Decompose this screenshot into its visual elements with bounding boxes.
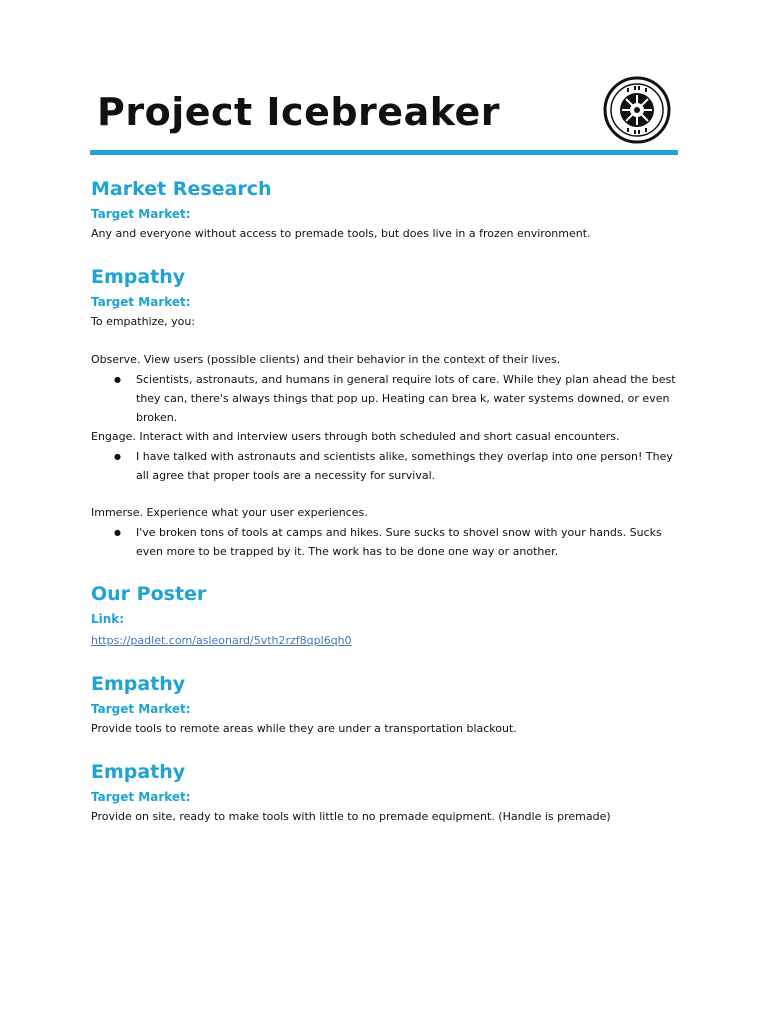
section-heading: Empathy xyxy=(91,673,186,695)
section-empathy-2 xyxy=(91,669,681,739)
section-heading: Empathy xyxy=(91,266,186,288)
section-subheading: Target Market: xyxy=(91,790,191,804)
paragraph: Any and everyone without access to premade tools, but does live in a frozen environment. xyxy=(91,227,591,240)
paragraph: Provide on site, ready to make tools with little to no premade equipment. (Handle is premade) xyxy=(91,810,611,823)
section-our-poster xyxy=(91,579,681,651)
section-market-research xyxy=(91,174,681,244)
list-item: ● Scientists, astronauts, and humans in general require lots of care. While they plan ahead the best they can, there's always things that pop up. Heating can brea k, water systems downed, or even broken. xyxy=(136,370,681,427)
section-heading: Market Research xyxy=(91,178,272,200)
list-item: ● I've broken tons of tools at camps and hikes. Sure sucks to shovel snow with your hands. Sucks even more to be trapped by it. The work has to be done one way or another. xyxy=(136,523,681,561)
section-empathy-3 xyxy=(91,757,681,827)
section-subheading: Target Market: xyxy=(91,295,191,309)
section-empathy-1 xyxy=(91,262,681,561)
circular-emblem-logo xyxy=(603,76,671,144)
section-subheading: Link: xyxy=(91,612,125,626)
bullet-list xyxy=(91,523,681,561)
section-heading: Empathy xyxy=(91,761,186,783)
bullet-list xyxy=(91,370,681,427)
paragraph-engage: Engage. Interact with and interview users through both scheduled and short casual encounters. xyxy=(91,430,620,443)
paragraph: Provide tools to remote areas while they are under a transportation blackout. xyxy=(91,722,517,735)
section-subheading: Target Market: xyxy=(91,702,191,716)
paragraph-immerse: Immerse. Experience what your user experiences. xyxy=(91,506,368,519)
paragraph-observe: Observe. View users (possible clients) and their behavior in the context of their lives. xyxy=(91,353,561,366)
document-title: Project Icebreaker xyxy=(97,90,500,134)
paragraph-intro: To empathize, you: xyxy=(91,315,196,328)
bullet-list xyxy=(91,447,681,485)
poster-link[interactable]: https://padlet.com/asleonard/5vth2rzf8qpl6qh0 xyxy=(91,634,352,647)
section-subheading: Target Market: xyxy=(91,207,191,221)
list-item: ● I have talked with astronauts and scientists alike, somethings they overlap into one person! They all agree that proper tools are a necessity for survival. xyxy=(136,447,681,485)
title-divider xyxy=(90,150,678,155)
document-body xyxy=(91,174,681,827)
section-heading: Our Poster xyxy=(91,583,207,605)
